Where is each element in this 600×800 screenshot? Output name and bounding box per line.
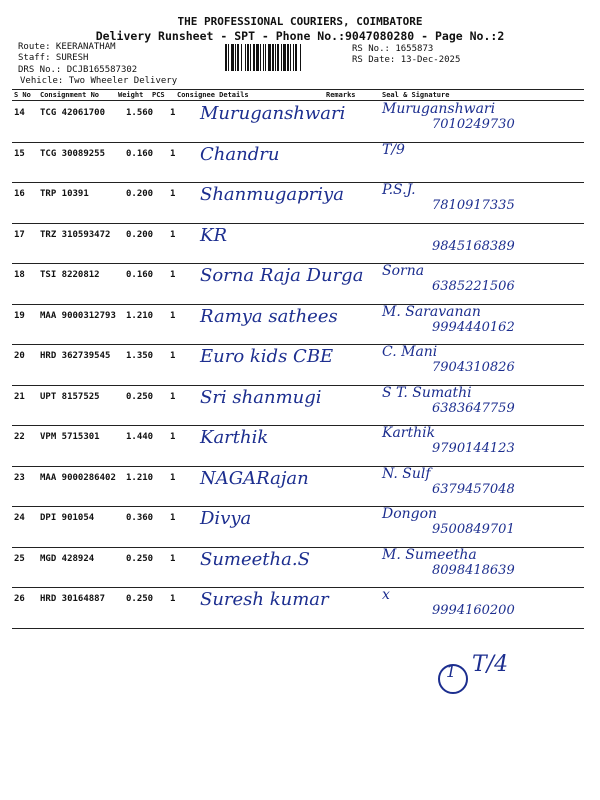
row-pcs: 1 <box>170 594 176 604</box>
row-consignment-no: MGD 428924 <box>40 553 95 564</box>
row-sno: 18 <box>14 270 25 280</box>
seal-phone-note: 9500849701 <box>432 522 515 537</box>
barcode-image <box>225 44 347 71</box>
row-weight: 0.250 <box>126 553 154 564</box>
consignee-handwriting: KR <box>200 224 227 246</box>
consignee-handwriting: Sri shanmugi <box>200 386 322 408</box>
row-pcs: 1 <box>170 472 176 483</box>
row-pcs: 1 <box>170 351 176 361</box>
seal-phone-note: 6379457048 <box>432 481 515 497</box>
seal-phone-note: 6383647759 <box>432 400 515 416</box>
seal-signature: P.S.J. <box>382 182 416 198</box>
company-title: THE PROFESSIONAL COURIERS, COIMBATORE <box>177 15 423 28</box>
row-pcs: 1 <box>170 148 176 159</box>
row-sno: 23 <box>14 472 25 483</box>
row-divider <box>12 628 584 629</box>
row-sno: 15 <box>14 148 25 159</box>
seal-phone-note: 9790144123 <box>432 441 515 456</box>
row-pcs: 1 <box>170 513 176 523</box>
row-pcs: 1 <box>170 432 176 442</box>
row-sno: 21 <box>14 391 25 402</box>
rs-number: RS No.: 1655873 <box>352 44 434 54</box>
consignee-handwriting: Suresh kumar <box>200 589 329 610</box>
seal-signature: M. Sumeetha <box>382 546 477 563</box>
col-consignee: Consignee Details <box>177 91 249 99</box>
table-row <box>12 263 584 304</box>
row-consignment-no: TRZ 310593472 <box>40 229 111 240</box>
row-pcs: 1 <box>170 310 176 321</box>
row-consignment-no: MAA 9000312793 <box>40 310 116 321</box>
row-weight: 0.160 <box>126 148 154 159</box>
seal-signature: Muruganshwari <box>382 101 496 117</box>
consignee-handwriting: Karthik <box>200 427 269 448</box>
row-pcs: 1 <box>170 229 176 240</box>
row-consignment-no: HRD 30164887 <box>40 594 106 604</box>
col-seal: Seal & Signature <box>382 91 450 99</box>
seal-signature: Karthik <box>382 425 436 441</box>
col-consignment: Consignment No <box>40 91 100 99</box>
table-row <box>12 587 584 628</box>
table-header <box>12 89 584 100</box>
row-pcs: 1 <box>170 108 176 118</box>
consignee-handwriting: Ramya sathees <box>200 305 338 327</box>
seal-phone-note: 9994160200 <box>432 603 515 618</box>
row-weight: 0.200 <box>126 229 154 240</box>
row-consignment-no: TRP 10391 <box>40 189 89 199</box>
col-remarks: Remarks <box>326 91 356 99</box>
route-label: Route: KEERANATHAM <box>18 42 116 52</box>
table-row <box>12 223 584 264</box>
row-weight: 0.160 <box>126 270 154 280</box>
seal-signature: Dongon <box>382 506 438 522</box>
row-consignment-no: TSI 8220812 <box>40 270 100 280</box>
table-row <box>12 506 584 547</box>
col-pcs: PCS <box>152 91 165 99</box>
row-pcs: 1 <box>170 391 176 402</box>
row-sno: 17 <box>14 229 25 240</box>
seal-signature: S T. Sumathi <box>382 384 472 401</box>
row-sno: 14 <box>14 108 25 118</box>
row-sno: 16 <box>14 189 25 199</box>
seal-signature: C. Mani <box>382 344 438 360</box>
staff-label: Staff: SURESH <box>18 53 89 63</box>
col-weight: Weight <box>118 91 144 99</box>
table-row <box>12 142 584 183</box>
consignee-handwriting: Chandru <box>200 143 280 165</box>
row-weight: 1.210 <box>126 310 154 321</box>
vehicle-label: Vehicle: Two Wheeler Delivery <box>20 76 178 86</box>
seal-phone-note: 7010249730 <box>432 117 515 132</box>
consignee-handwriting: Sumeetha.S <box>200 548 310 570</box>
row-weight: 0.360 <box>126 513 154 523</box>
row-weight: 1.350 <box>126 351 154 361</box>
row-weight: 1.560 <box>126 108 154 118</box>
seal-signature: T/9 <box>382 141 405 158</box>
drs-number: DRS No.: DCJB165587302 <box>18 65 138 75</box>
consignee-handwriting: Euro kids CBE <box>200 346 334 367</box>
table-row <box>12 344 584 385</box>
row-sno: 20 <box>14 351 25 361</box>
table-row <box>12 304 584 345</box>
consignee-handwriting: Sorna Raja Durga <box>200 265 364 286</box>
footer-handwritten-note: T/4 <box>472 652 509 677</box>
row-weight: 0.250 <box>126 391 154 402</box>
row-sno: 22 <box>14 432 25 442</box>
circled-number: 1 <box>446 662 457 681</box>
seal-signature: M. Saravanan <box>382 303 481 320</box>
table-row <box>12 425 584 466</box>
col-sno: S No <box>14 91 31 99</box>
seal-phone-note: 8098418639 <box>432 562 515 578</box>
seal-phone-note: 9845168389 <box>432 238 515 254</box>
row-weight: 1.440 <box>126 432 154 442</box>
runsheet-subtitle: Delivery Runsheet - SPT - Phone No.:9047080280 - Page No.:2 <box>95 29 505 43</box>
row-consignment-no: UPT 8157525 <box>40 391 100 402</box>
rs-date: RS Date: 13-Dec-2025 <box>352 55 461 65</box>
row-consignment-no: HRD 362739545 <box>40 351 111 361</box>
row-pcs: 1 <box>170 270 176 280</box>
seal-phone-note: 9994440162 <box>432 319 515 335</box>
row-sno: 25 <box>14 553 25 564</box>
seal-signature: x <box>382 587 390 603</box>
consignee-handwriting: Muruganshwari <box>200 103 346 124</box>
seal-phone-note: 6385221506 <box>432 279 515 294</box>
consignee-handwriting: Divya <box>200 508 252 529</box>
table-row <box>12 101 584 142</box>
row-consignment-no: MAA 9000286402 <box>40 472 116 483</box>
table-row <box>12 466 584 507</box>
row-consignment-no: VPM 5715301 <box>40 432 100 442</box>
seal-signature: Sorna <box>382 263 425 279</box>
row-weight: 0.250 <box>126 594 154 604</box>
table-row <box>12 182 584 223</box>
row-consignment-no: TCG 30089255 <box>40 148 106 159</box>
row-weight: 1.210 <box>126 472 154 483</box>
table-row <box>12 547 584 588</box>
row-sno: 26 <box>14 594 25 604</box>
row-sno: 19 <box>14 310 25 321</box>
consignee-handwriting: NAGARajan <box>200 467 309 489</box>
seal-phone-note: 7904310826 <box>432 360 515 375</box>
row-weight: 0.200 <box>126 189 154 199</box>
row-sno: 24 <box>14 513 25 523</box>
consignee-handwriting: Shanmugapriya <box>200 184 344 205</box>
row-consignment-no: DPI 901054 <box>40 513 95 523</box>
seal-phone-note: 7810917335 <box>432 198 515 213</box>
row-consignment-no: TCG 42061700 <box>40 108 106 118</box>
row-pcs: 1 <box>170 189 176 199</box>
seal-signature: N. Sulf <box>382 465 431 482</box>
table-row <box>12 385 584 426</box>
row-pcs: 1 <box>170 553 176 564</box>
